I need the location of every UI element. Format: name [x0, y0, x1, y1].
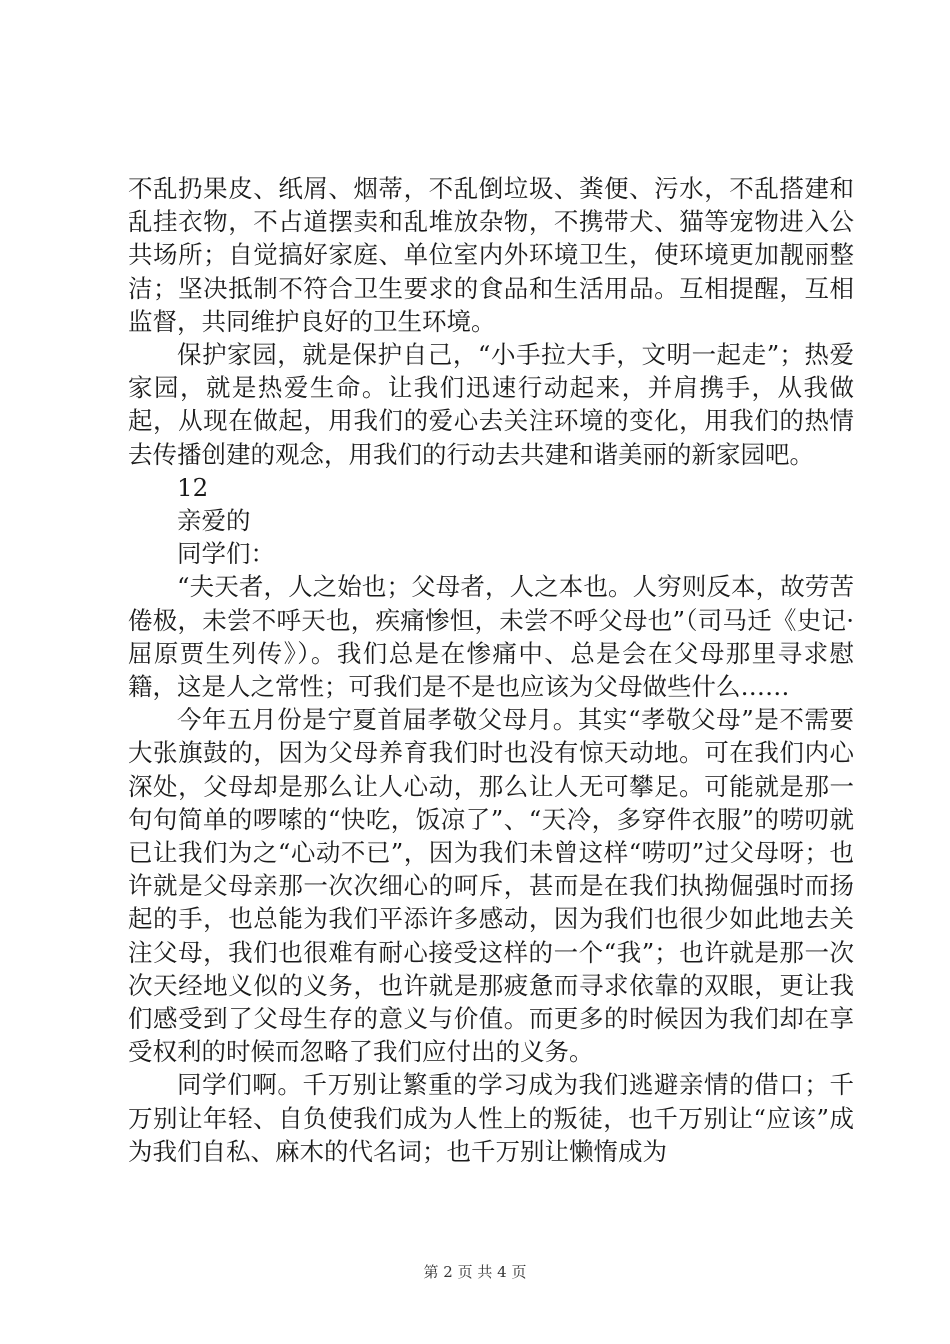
section-number: 12 — [177, 472, 209, 502]
salutation-dear: 亲爱的 — [177, 506, 251, 536]
page-footer — [0, 1262, 950, 1282]
body-text — [128, 172, 854, 1168]
paragraph-filial-month: 今年五月份是宁夏首届孝敬父母月。其实“孝敬父母”是不需要大张旗鼓的，因为父母养育我们时也没有惊天动地。可在我们内心深处，父母却是那么让人心动，那么让人无可攀足。可能就是那一句句简单的啰嗦的“快吃，饭凉了”、“天冷，多穿件衣服”的唠叨就已让我们为之“心动不已”，因为我们未曾这样“唠叨”过父母呀；也许就是父母亲那一次次细心的呵斥，甚而是在我们执拗倔强时而扬起的手，也总能为我们平添许多感动，因为我们也很少如此地去关注父母，我们也很难有耐心接受这样的一个“我”；也许就是那一次次天经地义似的义务，也许就是那疲惫而寻求依靠的双眼，更让我们感受到了父母生存的意义与价值。而更多的时候因为我们却在享受权利的时候而忽略了我们应付出的义务。 — [128, 705, 854, 1067]
salutation-students: 同学们： — [177, 539, 275, 569]
paragraph-quote-shiji: “夫天者，人之始也；父母者，人之本也。人穷则反本，故劳苦倦极，未尝不呼天也，疾痛惨怛，未尝不呼父母也”（司马迁《史记·屈原贾生列传》）。我们总是在惨痛中、总是会在父母那里寻求慰籍，这是人之常性；可我们是不是也应该为父母做些什么…… — [128, 572, 854, 702]
page-number: 第 2 页 共 4 页 — [423, 1263, 527, 1281]
paragraph-appeal: 同学们啊。千万别让繁重的学习成为我们逃避亲情的借口；千万别让年轻、自负使我们成为人性上的叛徒，也千万别让“应该”成为我们自私、麻木的代名词；也千万别让懒惰成为 — [128, 1070, 854, 1166]
paragraph-sanitation-rules: 不乱扔果皮、纸屑、烟蒂，不乱倒垃圾、粪便、污水，不乱搭建和乱挂衣物，不占道摆卖和乱堆放杂物，不携带犬、猫等宠物进入公共场所；自觉搞好家庭、单位室内外环境卫生，使环境更加靓丽整洁；坚决抵制不符合卫生要求的食品和生活用品。互相提醒，互相监督，共同维护良好的卫生环境。 — [128, 174, 854, 336]
paragraph-protect-home: 保护家园，就是保护自己，“小手拉大手，文明一起走”；热爱家园，就是热爱生命。让我们迅速行动起来，并肩携手，从我做起，从现在做起，用我们的爱心去关注环境的变化，用我们的热情去传播创建的观念，用我们的行动去共建和谐美丽的新家园吧。 — [128, 340, 854, 469]
